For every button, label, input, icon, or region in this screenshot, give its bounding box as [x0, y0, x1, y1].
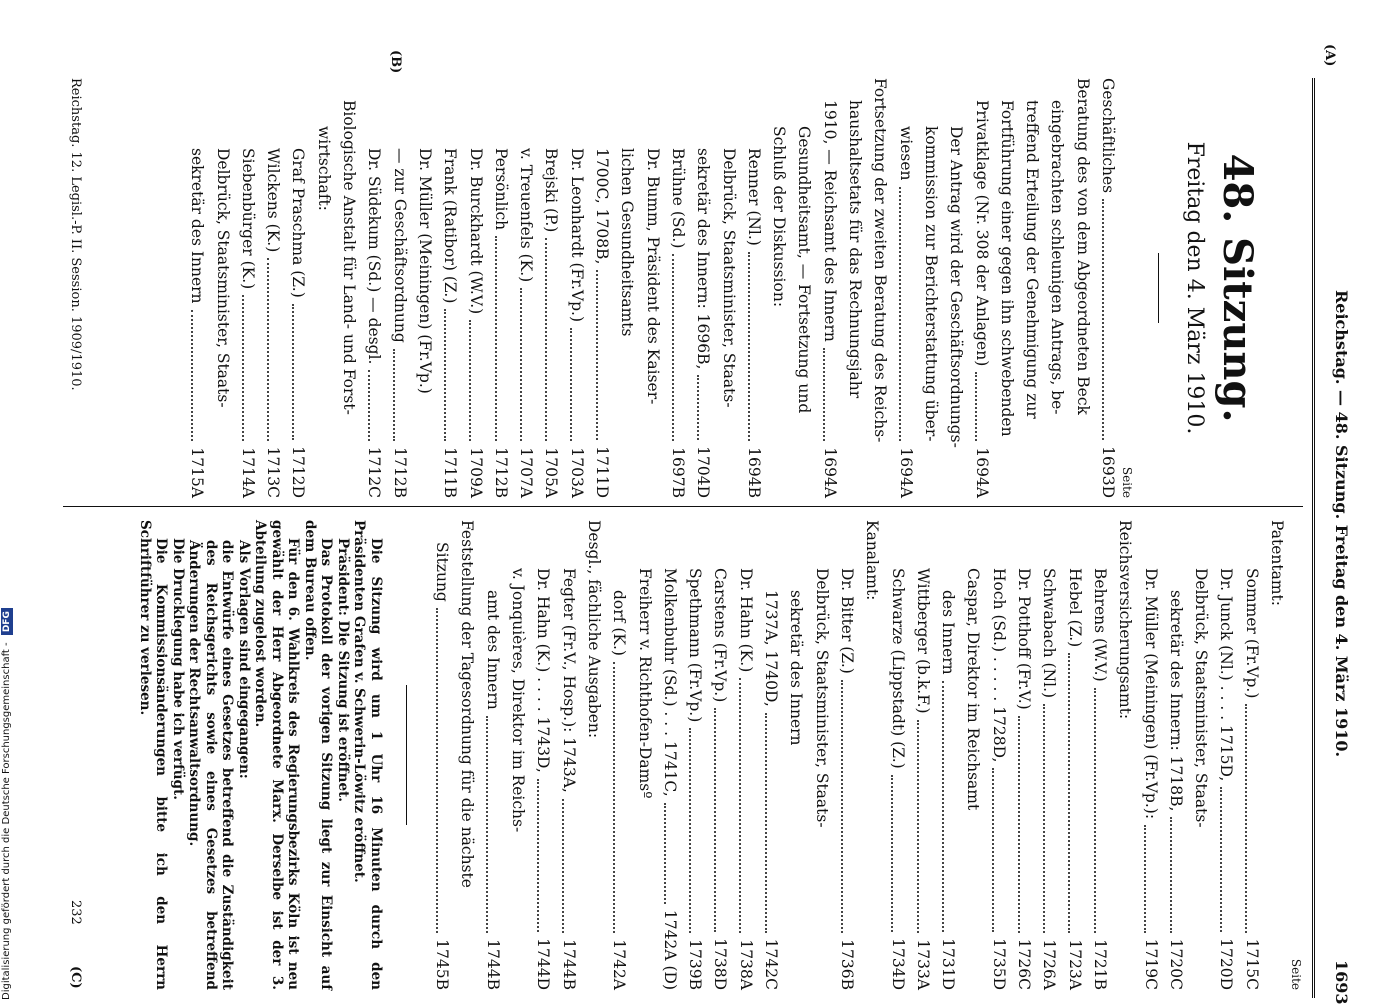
toc-line: Dr. Bumm, Präsident des Kaiser- [643, 148, 662, 405]
toc-entry [682, 520, 707, 990]
toc-page-ref: 1731D [939, 938, 958, 990]
toc-entry [1087, 520, 1112, 990]
toc-entry [968, 78, 993, 498]
dot-leader [537, 779, 539, 932]
toc-page-ref: 1694A [820, 447, 839, 498]
toc-entry-text: Geschäftliches [1099, 78, 1117, 194]
toc-entry [690, 78, 715, 498]
footer-signature-number: 232 [68, 900, 83, 925]
dfg-credit-text: Digitalisierung gefördert durch die Deutsche Forschungsgemeinschaft - [1, 642, 12, 1000]
toc-page-ref: 1714A [238, 447, 257, 498]
toc-entry-text: 1737A, 1740D, [762, 590, 781, 707]
toc-line: Delbrück, Staatsminister, Staats- [812, 568, 831, 828]
margin-letter-b: (B) [388, 50, 403, 74]
toc-entry-text: Renner (Nl.) [744, 148, 763, 246]
toc-entry-text: Molkenbuhr (Sd.) . . . 1741C, [660, 568, 679, 797]
toc-line: Reichsversicherungsamt: [1116, 520, 1135, 720]
left-column [184, 78, 1303, 498]
toc-entry-text: sekretär des Innern: 1696B, [694, 148, 713, 370]
toc-line: Schluß der Diskussion: [770, 126, 789, 308]
toc-page-ref: 1739B [686, 939, 705, 990]
toc-entry-text: des Innern [939, 590, 958, 675]
toc-entry [732, 520, 757, 990]
toc-page-ref: 1742C [762, 938, 781, 990]
toc-entry-text: Dr. Junck (Nl.) . . . . 1715D, [1217, 568, 1236, 782]
toc-page-ref: 1738A [736, 939, 755, 990]
dot-leader [495, 236, 497, 441]
dot-leader [1068, 653, 1070, 933]
toc-page-ref: 1703A [567, 447, 586, 498]
toc-page-ref: 1742A (D) [660, 909, 679, 990]
toc-line: Desgl., fächliche Ausgaben: [584, 520, 603, 739]
toc-entry [480, 520, 505, 990]
dot-leader [242, 295, 244, 441]
toc-entry-text: Hoch (Sd.) . . . . . 1728D, [989, 568, 1008, 763]
toc-line: Freiherr v. Richthofen-Damsº [635, 568, 654, 799]
toc-entry-text: wiesen [896, 126, 915, 181]
toc-page-ref: 1720C [1166, 938, 1185, 990]
toc-page-ref: 1744B [483, 939, 502, 990]
toc-page-ref: 1712B [491, 447, 510, 498]
dot-leader [748, 252, 750, 441]
dot-leader [672, 254, 674, 441]
toc-entry-text: amt des Innern [483, 590, 502, 710]
toc-line: haushaltsetats für das Rechnungsjahr [846, 100, 865, 399]
toc-entry-text: Dr. Südekum (Sd.) — desgl. [365, 148, 384, 365]
toc-entry-text: Frank (Ratibor) (Z.) [441, 148, 460, 304]
toc-page-ref: 1734D [888, 938, 907, 990]
dot-leader [917, 720, 919, 934]
dot-leader [1043, 704, 1045, 933]
toc-entry-text: v. Treuenfels (K.) [517, 148, 536, 283]
column-separator [63, 506, 1303, 507]
toc-page-ref: 1694B [744, 447, 763, 498]
dot-leader [1245, 704, 1247, 932]
toc-entry [816, 78, 841, 498]
toc-entry [892, 78, 917, 498]
toc-entry [985, 520, 1010, 990]
toc-entry [1213, 520, 1238, 990]
dot-leader [739, 678, 741, 933]
toc-entry-text: Dr. Bitter (Z.) [837, 568, 856, 674]
prose-paragraph: Präsident: Die Sitzung ist eröffnet. [334, 538, 351, 802]
dot-leader [1144, 825, 1146, 933]
session-title: 48. Sitzung. [1214, 153, 1261, 423]
toc-page-ref: 1745B [433, 939, 452, 990]
dot-leader [444, 309, 446, 441]
toc-entry-text: Brühne (Sd.) [668, 148, 687, 249]
toc-entry [513, 78, 538, 498]
toc-entry-text: Brejski (P.) [542, 148, 561, 233]
toc-entry [606, 520, 631, 990]
toc-page-ref: 1723A [1065, 939, 1084, 990]
seite-label-left: Seite [1120, 466, 1134, 498]
toc-line: Delbrück, Staatsminister, Staats- [1192, 568, 1211, 828]
toc-entry [741, 78, 766, 498]
dot-leader [292, 304, 294, 440]
prose-paragraph: Für den 6. Wahlkreis des Regierungsbezirks Köln ist neu gewählt der Herr Abgeordnete Marx. Derselbe ist der 3. Abteilung zugelost worden. [252, 520, 302, 990]
toc-page-ref: 1704D [694, 446, 713, 498]
toc-page-ref: 1715C [1242, 938, 1261, 990]
toc-line: Dr. Müller (Meiningen) (Fr.Vp.) [415, 148, 434, 394]
toc-page-ref: 1744D [534, 938, 553, 990]
toc-page-ref: 1726C [1015, 938, 1034, 990]
toc-page-ref: 1712B [390, 447, 409, 498]
toc-line: Delbrück, Staatsminister, Staats- [719, 148, 738, 408]
toc-entry-text: Sitzung [433, 542, 452, 602]
toc-entry-text: Schwarze (Lippstadt) (Z.) [888, 568, 907, 769]
toc-entry [834, 520, 859, 990]
toc-page-ref: 1738D [711, 938, 730, 990]
prose-paragraph: die Entwürfe eines Gesetzes betreffend die Zuständigkeit des Reichsgerichts sowie eines Gesetzes betreffend Änderungen der Rechtsanwaltsordnung. [186, 540, 236, 990]
toc-entry-text: Carstens (Fr.Vp.) [711, 568, 730, 703]
toc-entry-text: — zur Geschäftsordnung [390, 148, 409, 343]
toc-entry [589, 78, 614, 498]
toc-entry [386, 78, 411, 498]
toc-entry [538, 78, 563, 498]
toc-entry [488, 78, 513, 498]
toc-entry [437, 78, 462, 498]
right-column [136, 520, 1303, 990]
dfg-logo-icon: DFG [1, 608, 13, 635]
prose-paragraph: Die Kommissionsänderungen bitte ich den Herrn Schriftführer zu verlesen. [136, 520, 170, 990]
dot-leader [664, 803, 666, 904]
margin-letter-c: (C) [68, 966, 83, 989]
toc-entry [758, 520, 783, 990]
toc-entry-text: Wittberger (b.k.F.) [913, 568, 932, 714]
toc-line: lichen Gesundheitsamts [618, 148, 637, 337]
dot-leader [520, 288, 522, 441]
toc-line: v. Jonquières, Direktor im Reichs- [509, 568, 528, 833]
toc-entry [260, 78, 285, 498]
toc-entry-text: Behrens (W.V.) [1090, 568, 1109, 682]
dot-leader [975, 372, 977, 441]
dot-leader [436, 608, 438, 933]
toc-entry-text: Hebel (Z.) [1065, 568, 1084, 648]
toc-entry-text: Persönlich [491, 148, 510, 231]
toc-line: kommission zur Berichterstattung über- [921, 126, 940, 442]
toc-entry [1095, 78, 1120, 498]
toc-entry-text: Wilckens (K.) [264, 148, 283, 253]
toc-entry-text: Dr. Müller (Meiningen) (Fr.Vp.): [1141, 568, 1160, 820]
dot-leader [841, 680, 843, 933]
toc-page-ref: 1715A [188, 447, 207, 498]
toc-line: sekretär des Innern [787, 590, 806, 746]
toc-entry-text: Sommer (Fr.Vp.) [1242, 568, 1261, 699]
toc-page-ref: 1711D [593, 446, 612, 498]
dot-leader [570, 328, 572, 441]
toc-page-ref: 1744B [559, 939, 578, 990]
toc-page-ref: 1711B [441, 447, 460, 498]
toc-entry [665, 78, 690, 498]
toc-page-ref: 1693D [1099, 446, 1117, 498]
right-toc [429, 520, 1289, 990]
toc-entry [1137, 520, 1162, 990]
toc-line: wirtschaft: [314, 126, 333, 211]
toc-entry [707, 520, 732, 990]
toc-line: Kanalamt: [863, 520, 882, 601]
toc-entry [1036, 520, 1061, 990]
toc-entry [361, 78, 386, 498]
dot-leader [765, 713, 767, 933]
toc-entry-text: sekretär des Innern: 1718B, [1166, 590, 1185, 812]
toc-page-ref: 1705A [542, 447, 561, 498]
dot-leader [469, 320, 471, 441]
dot-leader [368, 370, 370, 440]
dot-leader [714, 708, 716, 932]
toc-entry [462, 78, 487, 498]
dot-leader [1220, 787, 1222, 932]
toc-entry-text: sekretär des Innern [188, 148, 207, 304]
running-header: Reichstag. — 48. Sitzung. Freitag den 4. März 1910. [1332, 290, 1351, 758]
toc-entry-text: 1700C, 1708B, [593, 148, 612, 265]
toc-entry-text: Dr. Burckhardt (W.V.) [466, 148, 485, 315]
toc-entry [1163, 520, 1188, 990]
section-rule [406, 685, 407, 825]
toc-page-ref: 1713C [264, 446, 283, 498]
toc-line: Fortführung einer gegen ihn schwebenden [997, 100, 1016, 437]
toc-entry-text: Dr. Hahn (K.) . . . . 1743D, [534, 568, 553, 773]
toc-page-ref: 1694A [896, 447, 915, 498]
margin-letter-a: (A) [1322, 44, 1337, 67]
toc-entry-text: Fegter (Fr.V., Hosp.): 1743A, [559, 568, 578, 793]
toc-page-ref: 1735D [989, 938, 1008, 990]
toc-entry [555, 520, 580, 990]
toc-entry [657, 520, 682, 990]
toc-line: Gesundheitsamt, — Fortsetzung und [795, 126, 814, 414]
toc-entry-text: Dr. Potthoff (Fr.V.) [1015, 568, 1034, 710]
dot-leader [191, 310, 193, 442]
toc-entry [184, 78, 209, 498]
toc-page-ref: 1697B [668, 447, 687, 498]
dot-leader [891, 775, 893, 932]
toc-page-ref: 1736B [837, 939, 856, 990]
dot-leader [1170, 817, 1172, 932]
toc-page-ref: 1720D [1217, 938, 1236, 990]
toc-line: Delbrück, Staatsminister, Staats- [213, 148, 232, 408]
toc-entry [884, 520, 909, 990]
toc-line: Fortsetzung der zweiten Beratung des Reichs- [871, 78, 890, 443]
dot-leader [823, 348, 825, 441]
toc-entry [235, 78, 260, 498]
toc-entry [429, 520, 454, 990]
prose-paragraph: Die Sitzung wird um 1 Uhr 16 Minuten durch den Präsidenten Grafen v. Schwerin-Löwitz eröffnet. [351, 520, 384, 990]
dot-leader [393, 349, 395, 441]
toc-entry-text: Spethmann (Fr.Vp.) [686, 568, 705, 723]
toc-entry [935, 520, 960, 990]
toc-page-ref: 1719C [1141, 938, 1160, 990]
toc-page-ref: 1721B [1090, 939, 1109, 990]
toc-page-ref: 1726A [1040, 939, 1059, 990]
dot-leader [1094, 688, 1096, 934]
toc-entry [1011, 520, 1036, 990]
dot-leader [689, 728, 691, 933]
prose-paragraph: Als Vorlagen sind eingegangen: [235, 540, 252, 779]
session-date: Freitag den 4. März 1910. [1182, 141, 1207, 435]
page-number: 1693 [1332, 960, 1351, 1005]
dot-leader [697, 375, 699, 440]
toc-entry [563, 78, 588, 498]
toc-entry-text: Dr. Hahn (K.) [736, 568, 755, 673]
dot-leader [267, 258, 269, 440]
toc-entry-text: dorf (K.) [610, 590, 629, 656]
toc-entry [285, 78, 310, 498]
title-rule [1158, 253, 1159, 323]
prose-paragraph: Das Protokoll der vorigen Sitzung liegt zur Einsicht auf dem Bureau offen. [301, 520, 335, 990]
toc-page-ref: 1707A [517, 447, 536, 498]
toc-page-ref: 1694A [972, 447, 991, 498]
toc-entry [1238, 520, 1263, 990]
dot-leader [942, 681, 944, 932]
dot-leader [992, 768, 994, 932]
seite-label-right: Seite [1289, 958, 1303, 990]
toc-page-ref: 1712C [365, 446, 384, 498]
toc-entry [1061, 520, 1086, 990]
dot-leader [545, 238, 547, 441]
dot-leader [487, 716, 489, 933]
footer-legislature: Reichstag. 12. Legisl.-P. II. Session. 1909/1910. [68, 78, 83, 391]
dot-leader [562, 799, 564, 933]
left-toc [184, 78, 1120, 498]
dot-leader [1018, 716, 1020, 933]
toc-line: treffend Erteilung der Genehmigung zur [1023, 100, 1042, 419]
toc-entry-text: Schwabach (Nl.) [1040, 568, 1059, 699]
toc-page-ref: 1733A [913, 939, 932, 990]
toc-entry-text: Privatklage (Nr. 308 der Anlagen) [972, 100, 991, 367]
toc-entry [910, 520, 935, 990]
toc-line: Caspar, Direktor im Reichsamt [964, 568, 983, 811]
toc-line: Beratung des von dem Abgeordneten Beck [1073, 78, 1092, 415]
prose-paragraph: Die Drucklegung habe ich verfügt. [169, 538, 186, 800]
toc-line: Patentamt: [1268, 520, 1286, 606]
header-rule [1312, 78, 1315, 998]
dot-leader [899, 187, 901, 442]
toc-page-ref: 1709A [466, 447, 485, 498]
toc-page-ref: 1742A [610, 939, 629, 990]
dot-leader [1102, 199, 1104, 440]
toc-entry-text: 1910, — Reichsamt des Innern [820, 100, 839, 342]
toc-entry-text: Dr. Leonhardt (Fr.Vp.) [567, 148, 586, 323]
dot-leader [596, 270, 598, 440]
toc-line: eingebrachten schleunigen Antrags, be- [1048, 100, 1067, 415]
dot-leader [613, 662, 615, 933]
toc-entry-text: Graf Praschma (Z.) [289, 148, 308, 298]
dfg-credit [1, 40, 19, 1000]
toc-entry [530, 520, 555, 990]
toc-page-ref: 1712D [289, 446, 308, 498]
toc-line: Der Antrag wird der Geschäftsordnungs- [947, 126, 966, 448]
session-opening-text [136, 520, 384, 990]
toc-line: Biologische Anstalt für Land- und Forst- [340, 100, 359, 415]
toc-line: Feststellung der Tagesordnung für die nächste [458, 520, 477, 888]
toc-entry-text: Siebenbürger (K.) [238, 148, 257, 290]
